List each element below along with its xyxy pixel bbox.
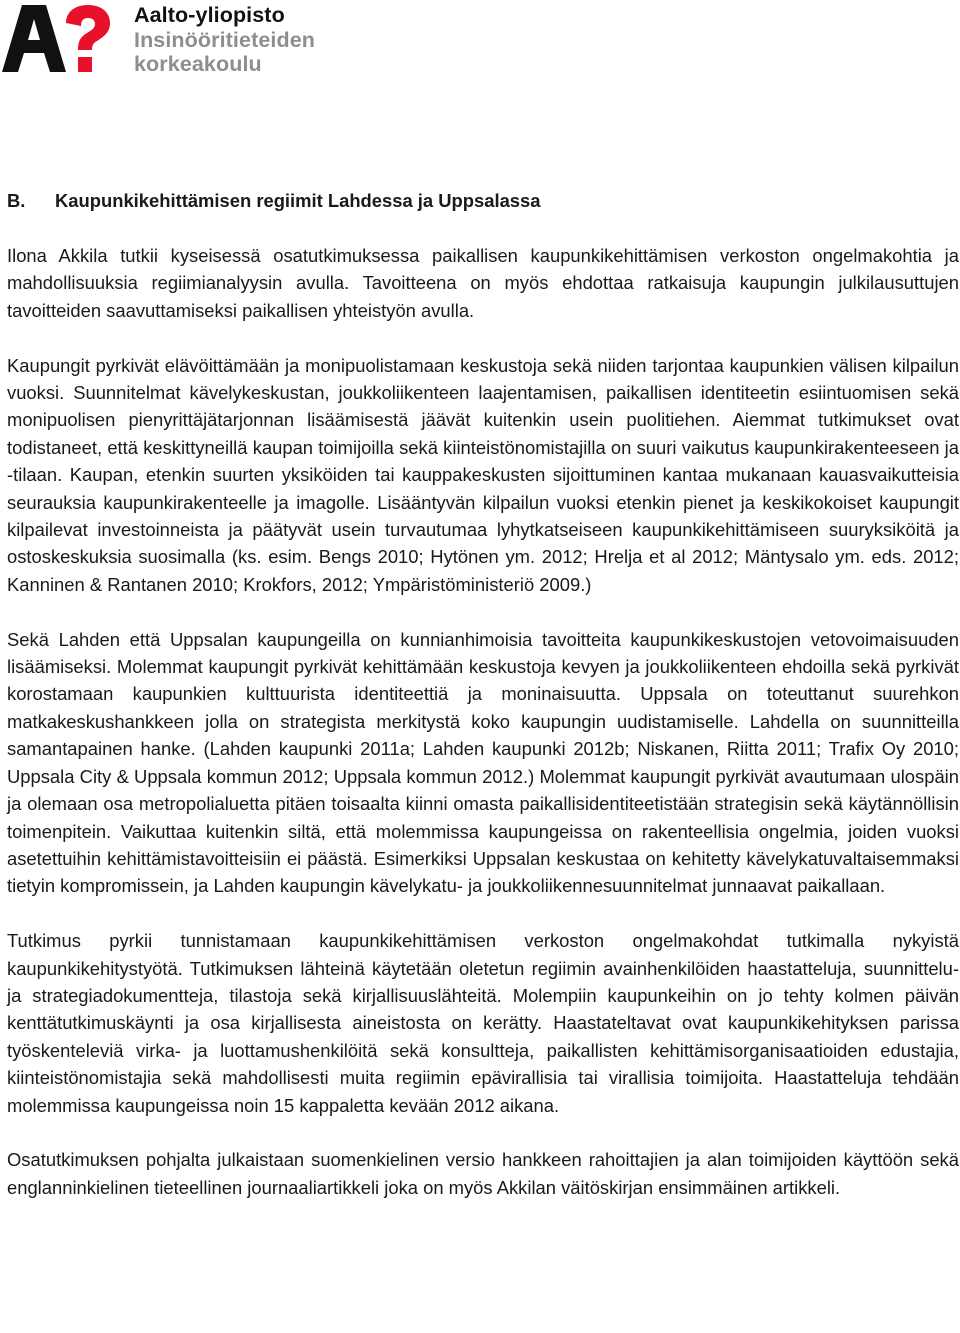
section-heading	[7, 186, 959, 215]
section-letter: B.	[7, 190, 26, 211]
institution-name-line-1: Aalto-yliopisto	[134, 3, 285, 27]
aalto-logo-icon	[2, 5, 112, 75]
institution-name	[134, 3, 315, 77]
paragraph-5: Osatutkimuksen pohjalta julkaistaan suomenkielinen versio hankkeen rahoittajien ja alan toimijoiden käyttöön sekä englanninkielinen tieteellinen journaaliartikkeli joka on myös Akkilan väitöskirjan ensimmäinen artikkeli.	[7, 1149, 959, 1198]
paragraph-1: Ilona Akkila tutkii kyseisessä osatutkimuksessa paikallisen kaupunkikehittämisen verkoston ongelmakohtia ja mahdollisuuksia regiimianalyysin avulla. Tavoitteena on myös ehdottaa ratkaisuja kaupungin julkilausuttujen tavoitteiden saavuttamiseksi paikallisen yhteistyön avulla.	[7, 245, 959, 321]
paragraph-2: Kaupungit pyrkivät elävöittämään ja monipuolistamaan keskustoja sekä niiden tarjontaa kaupunkien välisen kilpailun vuoksi. Suunnitelmat kävelykeskustan, joukkoliikenteen laajentamisen, paikallisen identiteetin esiintuomisen sekä monipuolisen pienyrittäjätarjonnan lisäämisestä jäävät kuitenkin usein puolitiehen. Aiemmat tutkimukset ovat todistaneet, että keskittyneillä kaupan toimijoilla sekä kiinteistönomistajilla on suuri vaikutus kaupunkirakenteeseen ja -tilaan. Kaupan, etenkin suurten yksiköiden tai kauppakeskusten sijoittuminen kantaa mukanaan kauasvaikutteisia seurauksia kaupunkirakenteelle ja imagolle. Lisääntyvän kilpailun vuoksi etenkin pienet ja keskikokoiset kaupungit kilpailevat investoinneista ja päätyvät usein turvautumaa lyhytkatseiseen kaupunkikehittämiseen suuryksiköitä ja ostoskeskuksia suosimalla (ks. esim. Bengs 2010; Hytönen ym. 2012; Hrelja et al 2012; Mäntysalo ym. eds. 2012; Kanninen & Rantanen 2010; Krokfors, 2012; Ympäristöministeriö 2009.)	[7, 354, 959, 595]
page-header	[0, 0, 960, 90]
paragraph-4: Tutkimus pyrkii tunnistamaan kaupunkikehittämisen verkoston ongelmakohdat tutkimalla nykyistä kaupunkikehitystyötä. Tutkimuksen lähteinä käytetään oletetun regiimin avainhenkilöiden haastatteluja, suunnittelu- ja strategiadokumentteja, tilastoja sekä kirjallisuuslähteitä. Molempiin kaupunkeihin on jo tehty kolmen päivän kenttätutkimuskäynti ja osa kirjallisesta aineistosta on kerätty. Haastateltavat ovat kaupunkikehityksen parissa työskenteleviä virka- ja luottamushenkilöitä sekä konsultteja, paikallisten kehittämisorganisaatioiden edustajia, kiinteistönomistajia sekä mahdollisesti muita regiimin epävirallisia tai virallisia toimijoita. Haastatteluja tehdään molemmissa kaupungeissa noin 15 kappaletta kevään 2012 aikana.	[7, 930, 959, 1116]
paragraph-3: Sekä Lahden että Uppsalan kaupungeilla on kunnianhimoisia tavoitteita kaupunkikeskustojen vetovoimaisuuden lisäämiseksi. Molemmat kaupungit pyrkivät kehittämään keskustoja kevyen ja joukkoliikenteen ehdoilla sekä pyrkivät korostamaan kaupunkien kulttuurista identiteettiä ja moninaisuutta. Uppsala on toteuttanut suurehkon matkakeskushankkeen jolla on strategista merkitystä koko kaupungin uudistamiselle. Lahdella on suunnitteilla samantapainen hanke. (Lahden kaupunki 2011a; Lahden kaupunki 2012b; Niskanen, Riitta 2011; Trafix Oy 2010; Uppsala City & Uppsala kommun 2012; Uppsala kommun 2012.) Molemmat kaupungit pyrkivät avautumaan ulospäin ja olemaan osa metropolialuetta pitäen toisaalta kiinni omasta paikallisidentiteetistään strategisin sekä käytännöllisin toimenpitein. Vaikuttaa kuitenkin siltä, että molemmissa kaupungeissa on rakenteellisia ongelmia, joiden vuoksi asetettuihin kehittämistavoitteisiin ei päästä. Esimerkiksi Uppsalan keskustaa on kehitetty kävelykatuvaltaisemmaksi tietyin kompromissein, ja Lahden kaupungin kävelykatu- ja joukkoliikennesuunnitelmat junnaavat paikallaan.	[7, 628, 959, 897]
institution-name-line-3: korkeakoulu	[134, 52, 262, 76]
institution-name-line-2: Insinööritieteiden	[134, 27, 315, 52]
document-body	[7, 186, 959, 1229]
section-title: Kaupunkikehittämisen regiimit Lahdessa ja Uppsalassa	[55, 190, 541, 211]
